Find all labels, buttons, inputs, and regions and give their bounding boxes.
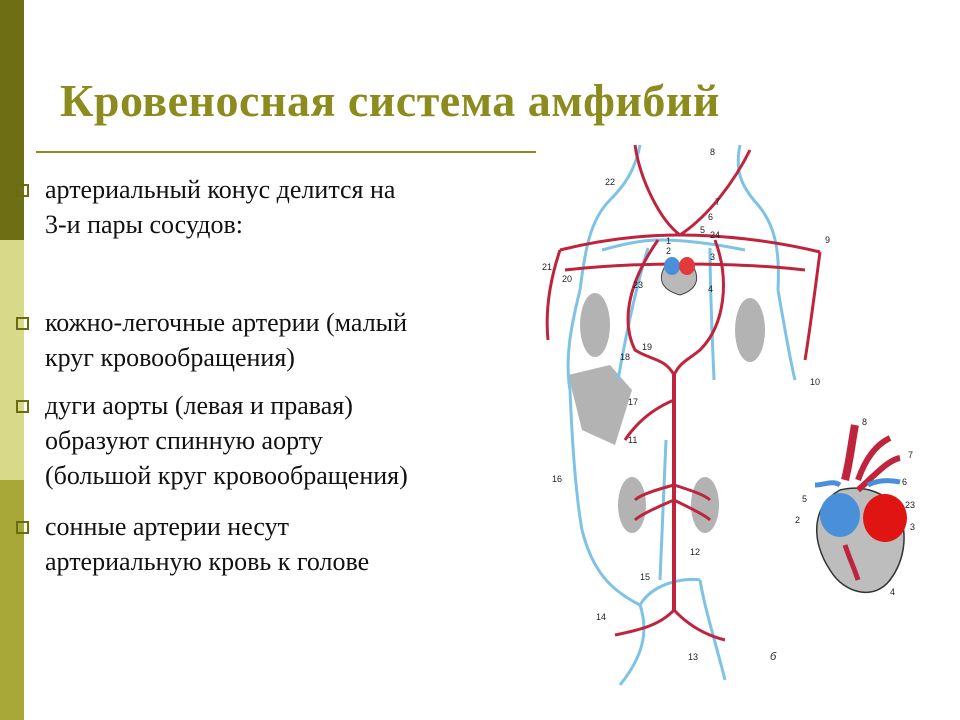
square-bullet-icon bbox=[16, 184, 29, 197]
heart-label: 2 bbox=[795, 515, 801, 525]
kidney-right bbox=[691, 477, 719, 533]
slide-title: Кровеносная система амфибий bbox=[60, 75, 720, 126]
figure-label: 2 bbox=[666, 246, 672, 256]
bullet-line: образуют спинную аорту bbox=[45, 426, 323, 455]
figure-label: 13 bbox=[688, 652, 699, 662]
artery-path bbox=[674, 610, 725, 640]
lung-right bbox=[735, 298, 765, 362]
figure-label: 18 bbox=[620, 352, 631, 362]
figure-label: 3 bbox=[710, 252, 716, 262]
decorative-sidebar bbox=[0, 0, 24, 720]
lung-left bbox=[580, 293, 610, 357]
figure-label: 8 bbox=[710, 147, 716, 157]
figure-label: 12 bbox=[690, 547, 701, 557]
bullet-line: (большой круг кровообращения) bbox=[45, 461, 408, 490]
heart-label: 4 bbox=[890, 587, 896, 597]
sidebar-segment-dark bbox=[0, 0, 24, 240]
vein-path bbox=[660, 440, 666, 580]
vein-path bbox=[700, 580, 725, 680]
figure-label: 19 bbox=[642, 342, 653, 352]
bullet-line: артериальный конус делится на bbox=[45, 175, 396, 204]
bullet-line: круг кровообращения) bbox=[45, 343, 295, 372]
figure-label: 23 bbox=[633, 280, 644, 290]
square-bullet-icon bbox=[16, 317, 29, 330]
heart-label: 23 bbox=[905, 500, 916, 510]
figure-label: 4 bbox=[708, 284, 714, 294]
kidney-left bbox=[618, 477, 646, 533]
figure-label: 10 bbox=[810, 377, 821, 387]
figure-label: 16 bbox=[552, 474, 563, 484]
heart-main bbox=[661, 257, 696, 295]
panel-label: б bbox=[770, 651, 777, 663]
figure-label: 5 bbox=[700, 225, 706, 235]
heart-detail bbox=[815, 425, 907, 592]
liver bbox=[568, 365, 632, 445]
figure-label: 24 bbox=[710, 230, 721, 240]
figure-label: 21 bbox=[542, 262, 553, 272]
bullet-line: сонные артерии несут bbox=[45, 512, 289, 541]
figure-label: 17 bbox=[628, 397, 639, 407]
figure-label: 14 bbox=[596, 612, 607, 622]
bullet-line: артериальную кровь к голове bbox=[45, 547, 370, 576]
heart-label: 3 bbox=[910, 522, 916, 532]
organs bbox=[568, 293, 765, 533]
sidebar-segment-mid bbox=[0, 480, 24, 720]
vein-path bbox=[602, 240, 745, 250]
heart-label: 8 bbox=[862, 417, 868, 427]
circulatory-diagram bbox=[540, 140, 940, 700]
vein-path bbox=[778, 290, 795, 380]
vein-path bbox=[582, 530, 644, 685]
figure-label: 20 bbox=[562, 274, 573, 284]
circulatory-diagram-svg bbox=[540, 140, 940, 700]
title-divider bbox=[36, 151, 536, 153]
bullet-line: кожно-легочные артерии (малый bbox=[45, 308, 408, 337]
figure-label: 9 bbox=[825, 235, 831, 245]
vein-path bbox=[710, 248, 714, 380]
artery-path bbox=[560, 235, 820, 252]
square-bullet-icon bbox=[16, 400, 29, 413]
figure-label: 7 bbox=[715, 197, 721, 207]
artery-path bbox=[805, 252, 820, 360]
bullet-line: 3-и пары сосудов: bbox=[45, 210, 243, 239]
artery-path bbox=[635, 145, 680, 235]
figure-label: 15 bbox=[640, 572, 651, 582]
figure-label: 6 bbox=[708, 212, 714, 222]
square-bullet-icon bbox=[16, 521, 29, 534]
heart-label: 7 bbox=[908, 450, 914, 460]
heart-label: 6 bbox=[902, 477, 908, 487]
sidebar-segment-light bbox=[0, 240, 24, 480]
figure-label: 22 bbox=[605, 177, 616, 187]
bullet-line: дуги аорты (левая и правая) bbox=[45, 391, 353, 420]
figure-label: 11 bbox=[628, 435, 638, 445]
heart-label: 5 bbox=[802, 494, 808, 504]
vein-path bbox=[640, 579, 700, 605]
figure-label: 1 bbox=[666, 236, 672, 246]
